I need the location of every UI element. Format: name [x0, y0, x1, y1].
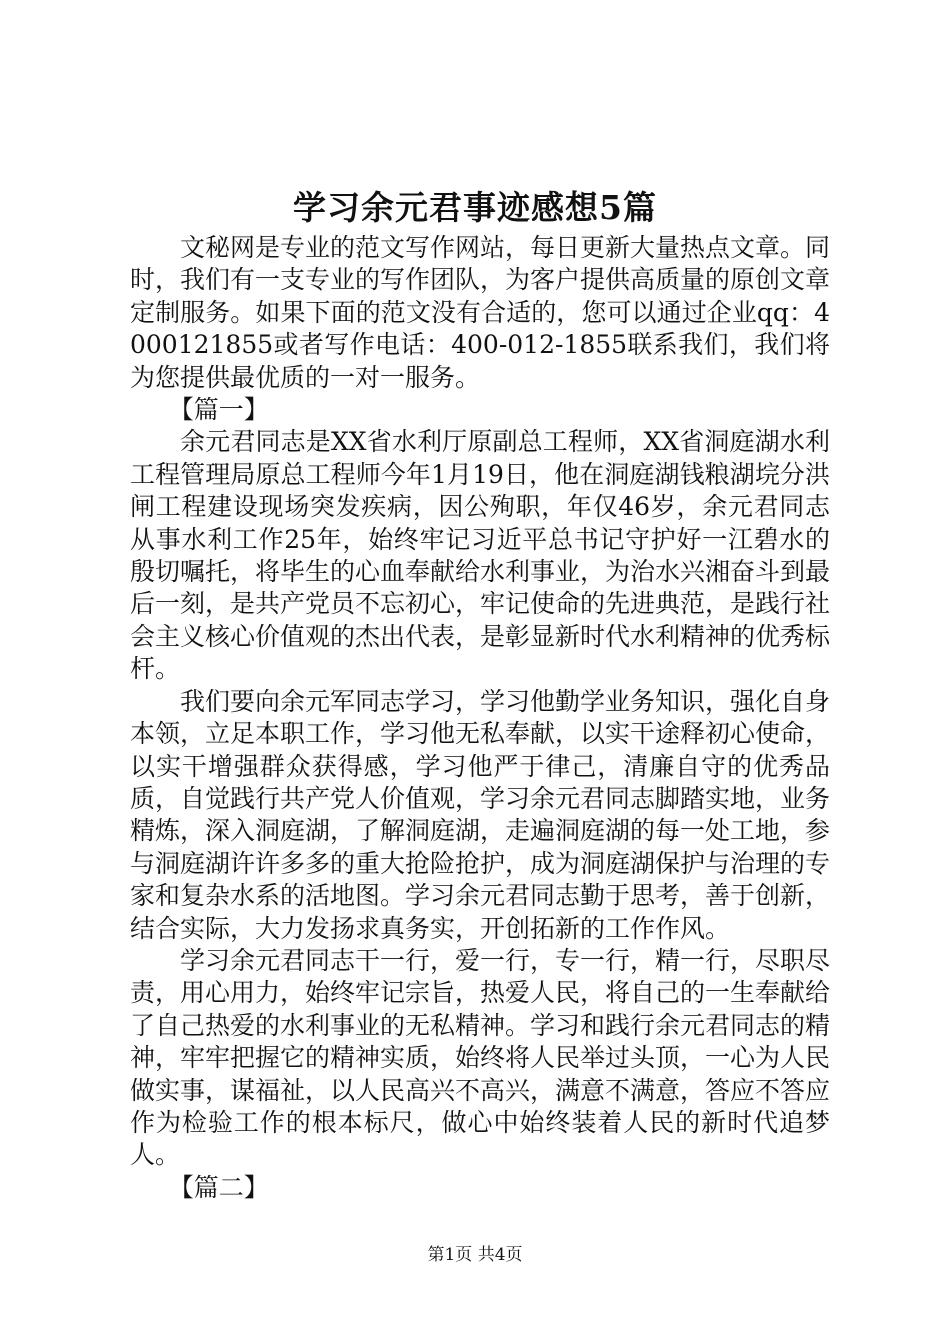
section-1-paragraph-3: 学习余元君同志干一行，爱一行，专一行，精一行，尽职尽责，用心用力，始终牢记宗旨，热爱人民，将自己的一生奉献给了自己热爱的水利事业的无私精神。学习和践行余元君同志的精神，牢牢把握它的精神实质，始终将人民举过头顶，一心为人民做实事，谋福祉，以人民高兴不高兴，满意不满意，答应不答应作为检验工作的根本标尺，做心中始终装着人民的新时代追梦人。 — [130, 945, 831, 1170]
page-indicator: 第1页 共4页 — [427, 1245, 523, 1265]
intro-paragraph: 文秘网是专业的范文写作网站，每日更新大量热点文章。同时，我们有一支专业的写作团队，为客户提供高质量的原创文章定制服务。如果下面的范文没有合适的，您可以通过企业qq：4000121855或者写作电话：400-012-1855联系我们，我们将为您提供最优质的一对一服务。 — [130, 233, 831, 392]
section-1-paragraph-2: 我们要向余元军同志学习，学习他勤学业务知识，强化自身本领，立足本职工作，学习他无私奉献，以实干途释初心使命，以实干增强群众获得感，学习他严于律己，清廉自守的优秀品质，自觉践行共产党人价值观，学习余元君同志脚踏实地，业务精炼，深入洞庭湖，了解洞庭湖，走遍洞庭湖的每一处工地，参与洞庭湖许许多多的重大抢险抢护，成为洞庭湖保护与治理的专家和复杂水系的活地图。学习余元君同志勤于思考，善于创新，结合实际，大力发扬求真务实，开创拓新的工作作风。 — [130, 686, 831, 943]
page-footer — [0, 1244, 950, 1266]
section-heading-2: 【篇二】 — [168, 1172, 269, 1202]
document-body — [130, 232, 830, 1204]
document-title: 学习余元君事迹感想5篇 — [293, 188, 657, 227]
section-heading-1: 【篇一】 — [168, 395, 269, 425]
section-1-paragraph-1: 余元君同志是XX省水利厅原副总工程师，XX省洞庭湖水利工程管理局原总工程师今年1月19日，他在洞庭湖钱粮湖垸分洪闸工程建设现场突发疾病，因公殉职，年仅46岁，余元君同志从事水利工作25年，始终牢记习近平总书记守护好一江碧水的殷切嘱托，将毕生的心血奉献给水利事业，为治水兴湘奋斗到最后一刻，是共产党员不忘初心，牢记使命的先进典范，是践行社会主义核心价值观的杰出代表，是彰显新时代水利精神的优秀标杆。 — [130, 427, 831, 684]
